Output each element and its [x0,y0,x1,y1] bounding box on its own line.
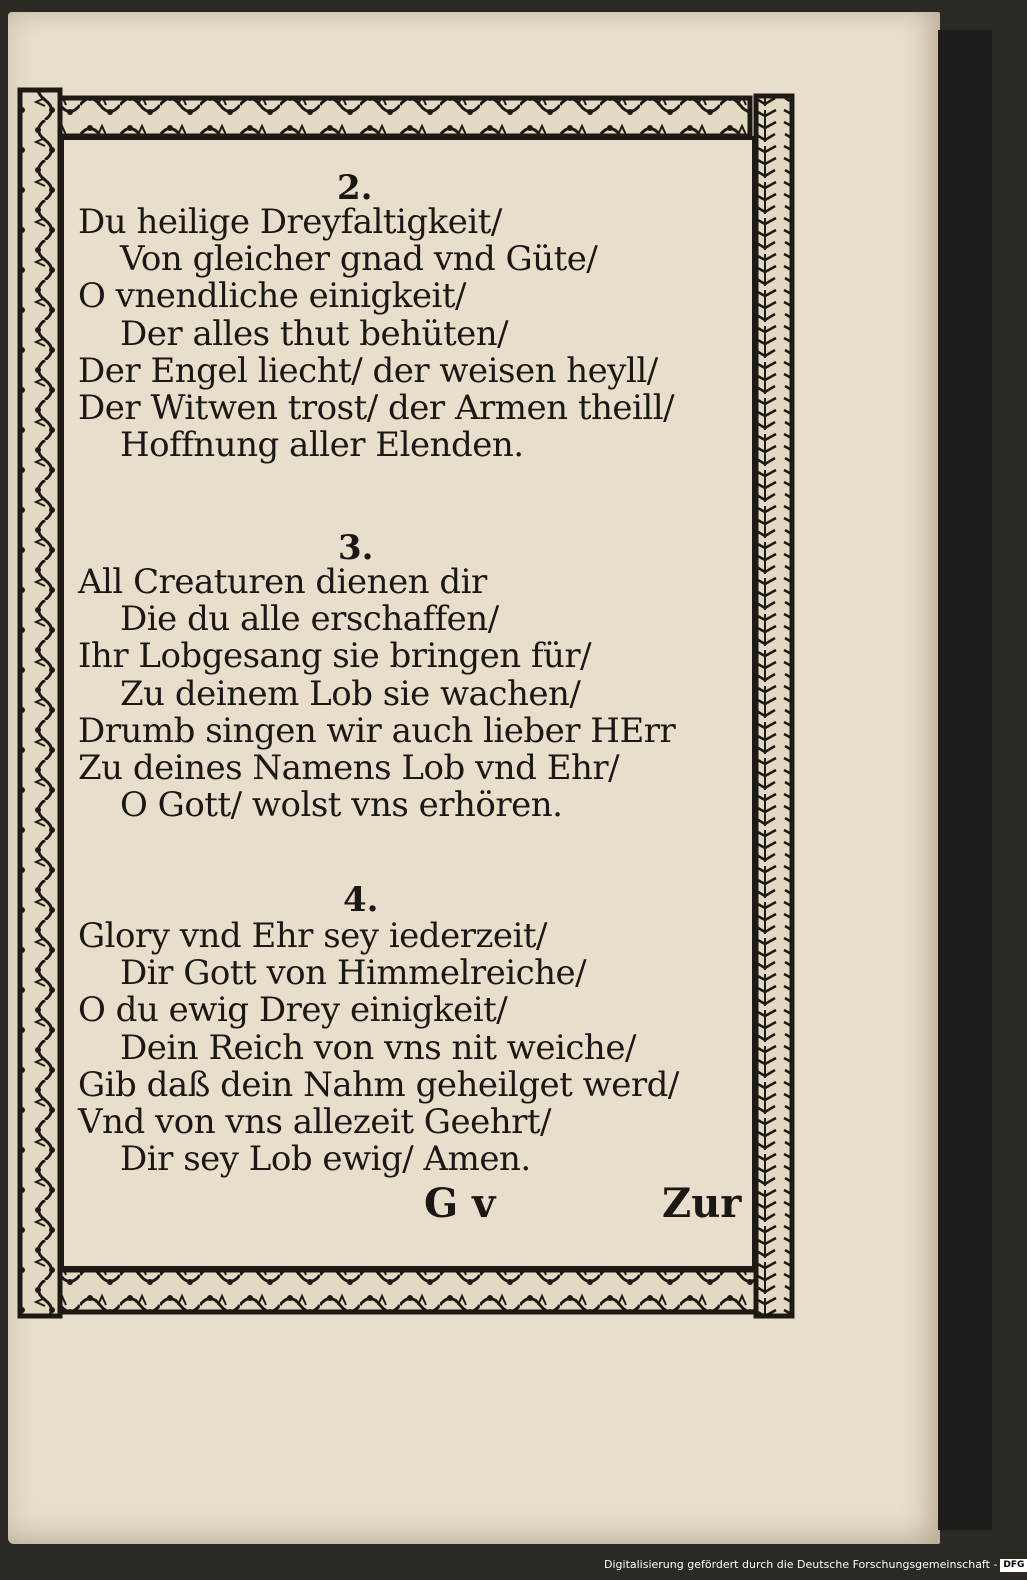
verse-line: All Creaturen dienen dir [78,562,487,602]
verse-4 [78,918,718,1178]
verse-2 [78,204,718,464]
verse-line: Dir Gott von Himmelreiche/ [120,953,587,994]
verse-number-4: 4. [343,880,379,920]
border-left [20,90,60,1316]
verse-3 [78,564,718,824]
border-right [756,96,792,1316]
verse-line: Gib daß dein Nahm geheilget werd/ [78,1064,679,1105]
verse-line: Ihr Lobgesang sie bringen für/ [78,636,592,677]
verse-line: Zu deines Namens Lob vnd Ehr/ [78,748,620,789]
verse-line: Dir sey Lob ewig/ Amen. [120,1139,531,1180]
verse-line: Der Engel liecht/ der weisen heyll/ [78,350,658,391]
footer-text: Digitalisierung gefördert durch die Deutsche Forschungsgemeinschaft - [604,1558,998,1571]
verse-line: O Gott/ wolst vns erhören. [120,785,563,826]
signature-mark: G v [424,1180,496,1227]
verse-line: Hoffnung aller Elenden. [120,425,524,466]
catchword: Zur [662,1180,742,1227]
border-top [48,98,750,136]
border-bottom [48,1270,758,1312]
verse-line: Dein Reich von vns nit weiche/ [120,1027,636,1068]
verse-line: Du heilige Dreyfaltigkeit/ [78,202,502,242]
verse-line: O vnendliche einigkeit/ [78,276,466,317]
verse-line: Vnd von vns allezeit Geehrt/ [78,1102,551,1143]
verse-line: Glory vnd Ehr sey iederzeit/ [78,916,547,956]
verse-line: Drumb singen wir auch lieber HErr [78,710,676,751]
dfg-logo: DFG [1000,1559,1027,1572]
verse-line: Die du alle erschaffen/ [120,599,499,640]
verse-number-2: 2. [337,168,373,208]
footer-credit [604,1556,1027,1574]
verse-line: Von gleicher gnad vnd Güte/ [120,239,598,280]
verse-number-3: 3. [338,528,374,568]
verse-line: O du ewig Drey einigkeit/ [78,990,508,1031]
verse-line: Der alles thut behüten/ [120,313,509,354]
verse-line: Der Witwen trost/ der Armen theill/ [78,388,675,429]
verse-line: Zu deinem Lob sie wachen/ [120,673,581,714]
